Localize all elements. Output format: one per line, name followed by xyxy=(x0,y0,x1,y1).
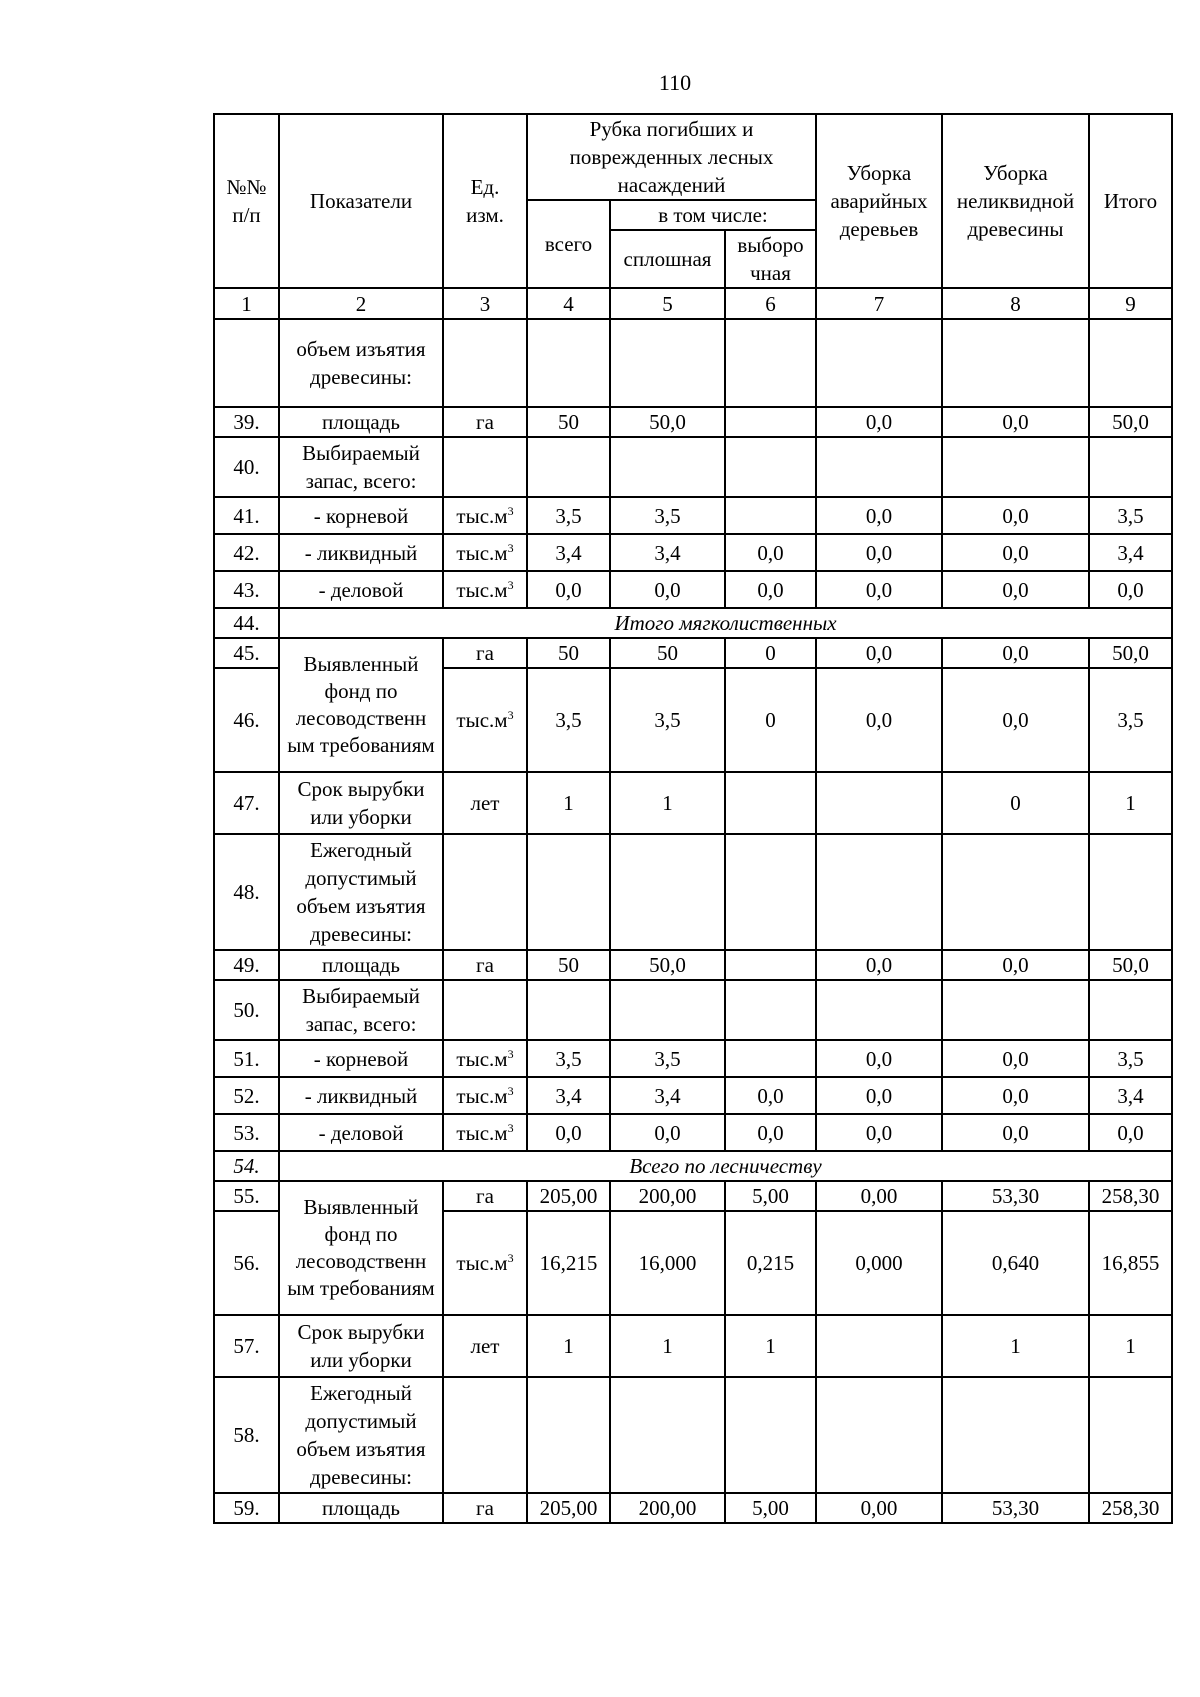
header-illiquid: Уборка неликвидной древесины xyxy=(942,114,1089,288)
value-cell: 0,0 xyxy=(942,1077,1089,1114)
column-number: 7 xyxy=(816,288,942,319)
value-cell: 3,5 xyxy=(527,1040,610,1077)
unit-cell xyxy=(443,319,527,407)
unit-cell xyxy=(443,407,527,437)
value-cell: 0,00 xyxy=(816,1181,942,1211)
value-cell: 53,30 xyxy=(942,1493,1089,1523)
value-cell: 1 xyxy=(610,772,725,834)
value-cell: 3,5 xyxy=(527,668,610,772)
row-number: 48. xyxy=(214,834,279,950)
value-cell: 0,0 xyxy=(816,1114,942,1151)
value-cell: 1 xyxy=(610,1315,725,1377)
value-cell: 258,30 xyxy=(1089,1181,1172,1211)
value-cell: 0,0 xyxy=(816,1040,942,1077)
value-cell: 16,215 xyxy=(527,1211,610,1315)
value-cell xyxy=(816,437,942,497)
row-label: - деловой xyxy=(279,571,443,608)
column-number: 3 xyxy=(443,288,527,319)
table-row xyxy=(214,950,1172,980)
value-cell: 3,4 xyxy=(527,1077,610,1114)
value-cell: 1 xyxy=(725,1315,816,1377)
value-cell xyxy=(610,437,725,497)
value-cell: 0 xyxy=(942,772,1089,834)
value-cell: 0 xyxy=(725,668,816,772)
unit-exponent: 3 xyxy=(507,1251,514,1265)
value-cell: 0,0 xyxy=(816,534,942,571)
table-row xyxy=(214,1040,1172,1077)
table-row xyxy=(214,1315,1172,1377)
value-cell: 16,000 xyxy=(610,1211,725,1315)
value-cell: 0,0 xyxy=(527,571,610,608)
row-number: 39. xyxy=(214,407,279,437)
row-label: Выявленный фонд по лесоводственн ым требованиям xyxy=(279,638,443,772)
value-cell xyxy=(725,1040,816,1077)
row-label: Выбираемый запас, всего: xyxy=(279,980,443,1040)
table-row xyxy=(214,980,1172,1040)
unit-cell xyxy=(443,834,527,950)
value-cell: 50,0 xyxy=(610,407,725,437)
value-cell: 53,30 xyxy=(942,1181,1089,1211)
header-dead-group: Рубка погибших и поврежденных лесных насаждений xyxy=(527,114,816,200)
value-cell xyxy=(816,1377,942,1493)
unit-text: га xyxy=(476,1496,494,1520)
unit-cell xyxy=(443,638,527,668)
value-cell: 0,0 xyxy=(816,638,942,668)
value-cell: 258,30 xyxy=(1089,1493,1172,1523)
value-cell: 205,00 xyxy=(527,1493,610,1523)
row-number: 46. xyxy=(214,668,279,772)
forest-table xyxy=(213,113,1173,1524)
unit-exponent: 3 xyxy=(507,1046,514,1061)
row-number: 45. xyxy=(214,638,279,668)
value-cell xyxy=(1089,1377,1172,1493)
value-cell: 1 xyxy=(527,772,610,834)
value-cell: 50,0 xyxy=(1089,638,1172,668)
value-cell xyxy=(610,834,725,950)
value-cell: 50 xyxy=(527,950,610,980)
value-cell: 0,215 xyxy=(725,1211,816,1315)
unit-text: тыс.м xyxy=(456,708,508,732)
value-cell: 0,0 xyxy=(816,407,942,437)
column-number: 8 xyxy=(942,288,1089,319)
row-number: 42. xyxy=(214,534,279,571)
unit-cell xyxy=(443,1114,527,1151)
value-cell: 0,00 xyxy=(816,1493,942,1523)
value-cell: 3,4 xyxy=(610,1077,725,1114)
unit-cell xyxy=(443,950,527,980)
header-including: в том числе: xyxy=(610,200,816,230)
value-cell xyxy=(816,772,942,834)
row-label: - ликвидный xyxy=(279,1077,443,1114)
unit-exponent: 3 xyxy=(507,577,514,592)
value-cell xyxy=(725,319,816,407)
table-row xyxy=(214,1377,1172,1493)
value-cell xyxy=(527,437,610,497)
table-row xyxy=(214,638,1172,668)
header-emergency: Уборка аварийных деревьев xyxy=(816,114,942,288)
page-number: 110 xyxy=(658,70,692,95)
header-clear: сплошная xyxy=(610,230,725,288)
value-cell: 5,00 xyxy=(725,1493,816,1523)
value-cell: 3,5 xyxy=(1089,1040,1172,1077)
value-cell: 0,0 xyxy=(942,1040,1089,1077)
unit-text: га xyxy=(476,1184,494,1208)
value-cell: 0,0 xyxy=(942,534,1089,571)
row-number: 56. xyxy=(214,1211,279,1315)
value-cell: 0,0 xyxy=(725,1114,816,1151)
unit-text: га xyxy=(476,641,494,665)
unit-cell xyxy=(443,1377,527,1493)
value-cell: 0,0 xyxy=(610,571,725,608)
value-cell: 1 xyxy=(942,1315,1089,1377)
value-cell xyxy=(725,407,816,437)
row-label: площадь xyxy=(279,950,443,980)
table-row xyxy=(214,571,1172,608)
table-row xyxy=(214,534,1172,571)
value-cell: 0,0 xyxy=(1089,1114,1172,1151)
row-label: - корневой xyxy=(279,1040,443,1077)
row-label: - ликвидный xyxy=(279,534,443,571)
table-row xyxy=(214,497,1172,534)
value-cell xyxy=(816,1315,942,1377)
value-cell: 200,00 xyxy=(610,1493,725,1523)
value-cell: 50 xyxy=(527,638,610,668)
section-title: Всего по лесничеству xyxy=(279,1151,1172,1181)
row-label: площадь xyxy=(279,407,443,437)
value-cell xyxy=(725,950,816,980)
unit-exponent: 3 xyxy=(507,1120,514,1135)
row-number: 40. xyxy=(214,437,279,497)
unit-cell xyxy=(443,980,527,1040)
section-row xyxy=(214,1151,1172,1181)
unit-text: тыс.м xyxy=(456,1083,508,1108)
row-number: 55. xyxy=(214,1181,279,1211)
value-cell xyxy=(527,834,610,950)
value-cell: 205,00 xyxy=(527,1181,610,1211)
table-row xyxy=(214,1077,1172,1114)
value-cell xyxy=(942,319,1089,407)
value-cell xyxy=(725,1377,816,1493)
unit-cell xyxy=(443,571,527,608)
row-number: 47. xyxy=(214,772,279,834)
value-cell: 1 xyxy=(1089,1315,1172,1377)
unit-text: га xyxy=(476,953,494,977)
row-number: 58. xyxy=(214,1377,279,1493)
value-cell: 3,4 xyxy=(527,534,610,571)
unit-cell xyxy=(443,1040,527,1077)
value-cell: 0,0 xyxy=(725,534,816,571)
row-label: Ежегодный допустимый объем изъятия древесины: xyxy=(279,834,443,950)
value-cell: 0,0 xyxy=(942,950,1089,980)
row-label: - деловой xyxy=(279,1114,443,1151)
row-label: площадь xyxy=(279,1493,443,1523)
row-label: Выбираемый запас, всего: xyxy=(279,437,443,497)
value-cell: 200,00 xyxy=(610,1181,725,1211)
value-cell: 0,0 xyxy=(527,1114,610,1151)
table-row xyxy=(214,437,1172,497)
value-cell xyxy=(725,772,816,834)
value-cell: 3,5 xyxy=(1089,668,1172,772)
header-selective: выборо чная xyxy=(725,230,816,288)
unit-text: тыс.м xyxy=(456,577,508,602)
column-number: 4 xyxy=(527,288,610,319)
value-cell: 1 xyxy=(1089,772,1172,834)
value-cell xyxy=(725,497,816,534)
row-number: 53. xyxy=(214,1114,279,1151)
unit-exponent: 3 xyxy=(507,708,514,722)
value-cell: 50,0 xyxy=(1089,407,1172,437)
unit-cell xyxy=(443,1493,527,1523)
table-row xyxy=(214,319,1172,407)
value-cell xyxy=(610,319,725,407)
unit-text: га xyxy=(476,410,494,434)
row-number: 57. xyxy=(214,1315,279,1377)
value-cell xyxy=(942,1377,1089,1493)
value-cell xyxy=(816,980,942,1040)
unit-cell xyxy=(443,437,527,497)
row-number: 50. xyxy=(214,980,279,1040)
value-cell: 0,0 xyxy=(725,571,816,608)
value-cell: 3,5 xyxy=(610,668,725,772)
value-cell: 16,855 xyxy=(1089,1211,1172,1315)
value-cell: 3,5 xyxy=(527,497,610,534)
row-number: 41. xyxy=(214,497,279,534)
value-cell: 50,0 xyxy=(1089,950,1172,980)
value-cell: 0,0 xyxy=(1089,571,1172,608)
value-cell xyxy=(1089,437,1172,497)
table-row xyxy=(214,407,1172,437)
value-cell: 3,5 xyxy=(1089,497,1172,534)
value-cell: 0,640 xyxy=(942,1211,1089,1315)
header-indicator: Показатели xyxy=(279,114,443,288)
value-cell xyxy=(816,319,942,407)
table-row xyxy=(214,1114,1172,1151)
column-number: 2 xyxy=(279,288,443,319)
value-cell: 0 xyxy=(725,638,816,668)
row-number: 52. xyxy=(214,1077,279,1114)
row-number: 59. xyxy=(214,1493,279,1523)
value-cell xyxy=(610,980,725,1040)
unit-exponent: 3 xyxy=(507,540,514,555)
value-cell xyxy=(1089,980,1172,1040)
value-cell: 3,5 xyxy=(610,497,725,534)
unit-cell xyxy=(443,1181,527,1211)
value-cell: 0,0 xyxy=(816,1077,942,1114)
value-cell xyxy=(527,980,610,1040)
value-cell xyxy=(816,834,942,950)
value-cell: 50 xyxy=(610,638,725,668)
column-number-row xyxy=(214,288,1172,319)
unit-exponent: 3 xyxy=(507,1083,514,1098)
value-cell xyxy=(942,980,1089,1040)
column-number: 1 xyxy=(214,288,279,319)
value-cell: 0,0 xyxy=(942,1114,1089,1151)
value-cell xyxy=(942,834,1089,950)
unit-text: тыс.м xyxy=(456,1251,508,1275)
row-label: Ежегодный допустимый объем изъятия древесины: xyxy=(279,1377,443,1493)
unit-exponent: 3 xyxy=(507,503,514,518)
column-number: 9 xyxy=(1089,288,1172,319)
value-cell: 0,0 xyxy=(816,571,942,608)
value-cell xyxy=(1089,319,1172,407)
column-number: 6 xyxy=(725,288,816,319)
section-title: Итого мягколиственных xyxy=(279,608,1172,638)
value-cell xyxy=(725,834,816,950)
row-label: - корневой xyxy=(279,497,443,534)
unit-cell xyxy=(443,534,527,571)
table-row xyxy=(214,772,1172,834)
value-cell xyxy=(942,437,1089,497)
row-number xyxy=(214,319,279,407)
unit-cell xyxy=(443,772,527,834)
row-number: 43. xyxy=(214,571,279,608)
value-cell: 0,0 xyxy=(816,497,942,534)
value-cell: 0,0 xyxy=(816,668,942,772)
value-cell: 50,0 xyxy=(610,950,725,980)
value-cell: 0,0 xyxy=(942,638,1089,668)
value-cell: 3,4 xyxy=(1089,1077,1172,1114)
value-cell xyxy=(725,980,816,1040)
row-number: 44. xyxy=(214,608,279,638)
table-row xyxy=(214,1181,1172,1211)
value-cell xyxy=(725,437,816,497)
row-label: объем изъятия древесины: xyxy=(279,319,443,407)
value-cell: 5,00 xyxy=(725,1181,816,1211)
value-cell: 3,4 xyxy=(610,534,725,571)
value-cell: 0,000 xyxy=(816,1211,942,1315)
unit-cell xyxy=(443,497,527,534)
unit-cell xyxy=(443,1211,527,1315)
value-cell xyxy=(527,1377,610,1493)
section-row xyxy=(214,608,1172,638)
column-number: 5 xyxy=(610,288,725,319)
unit-cell xyxy=(443,1077,527,1114)
value-cell: 0,0 xyxy=(942,668,1089,772)
value-cell: 3,4 xyxy=(1089,534,1172,571)
header-num: №№ п/п xyxy=(214,114,279,288)
row-label: Выявленный фонд по лесоводственн ым требованиям xyxy=(279,1181,443,1315)
unit-cell xyxy=(443,668,527,772)
row-number: 54. xyxy=(214,1151,279,1181)
unit-text: тыс.м xyxy=(456,1120,508,1145)
value-cell: 1 xyxy=(527,1315,610,1377)
value-cell xyxy=(527,319,610,407)
value-cell: 0,0 xyxy=(725,1077,816,1114)
unit-text: тыс.м xyxy=(456,1046,508,1071)
unit-text: лет xyxy=(470,1334,500,1358)
row-label: Срок вырубки или уборки xyxy=(279,1315,443,1377)
unit-text: лет xyxy=(470,791,500,815)
row-number: 49. xyxy=(214,950,279,980)
value-cell: 0,0 xyxy=(610,1114,725,1151)
value-cell: 50 xyxy=(527,407,610,437)
value-cell xyxy=(610,1377,725,1493)
unit-text: тыс.м xyxy=(456,540,508,565)
row-label: Срок вырубки или уборки xyxy=(279,772,443,834)
value-cell: 0,0 xyxy=(942,497,1089,534)
header-unit: Ед. изм. xyxy=(443,114,527,288)
header-itogo: Итого xyxy=(1089,114,1172,288)
table-row xyxy=(214,834,1172,950)
header-total-cut: всего xyxy=(527,200,610,288)
value-cell: 0,0 xyxy=(942,571,1089,608)
unit-text: тыс.м xyxy=(456,503,508,528)
table-row xyxy=(214,1493,1172,1523)
unit-cell xyxy=(443,1315,527,1377)
value-cell: 3,5 xyxy=(610,1040,725,1077)
value-cell: 0,0 xyxy=(816,950,942,980)
value-cell: 0,0 xyxy=(942,407,1089,437)
value-cell xyxy=(1089,834,1172,950)
row-number: 51. xyxy=(214,1040,279,1077)
